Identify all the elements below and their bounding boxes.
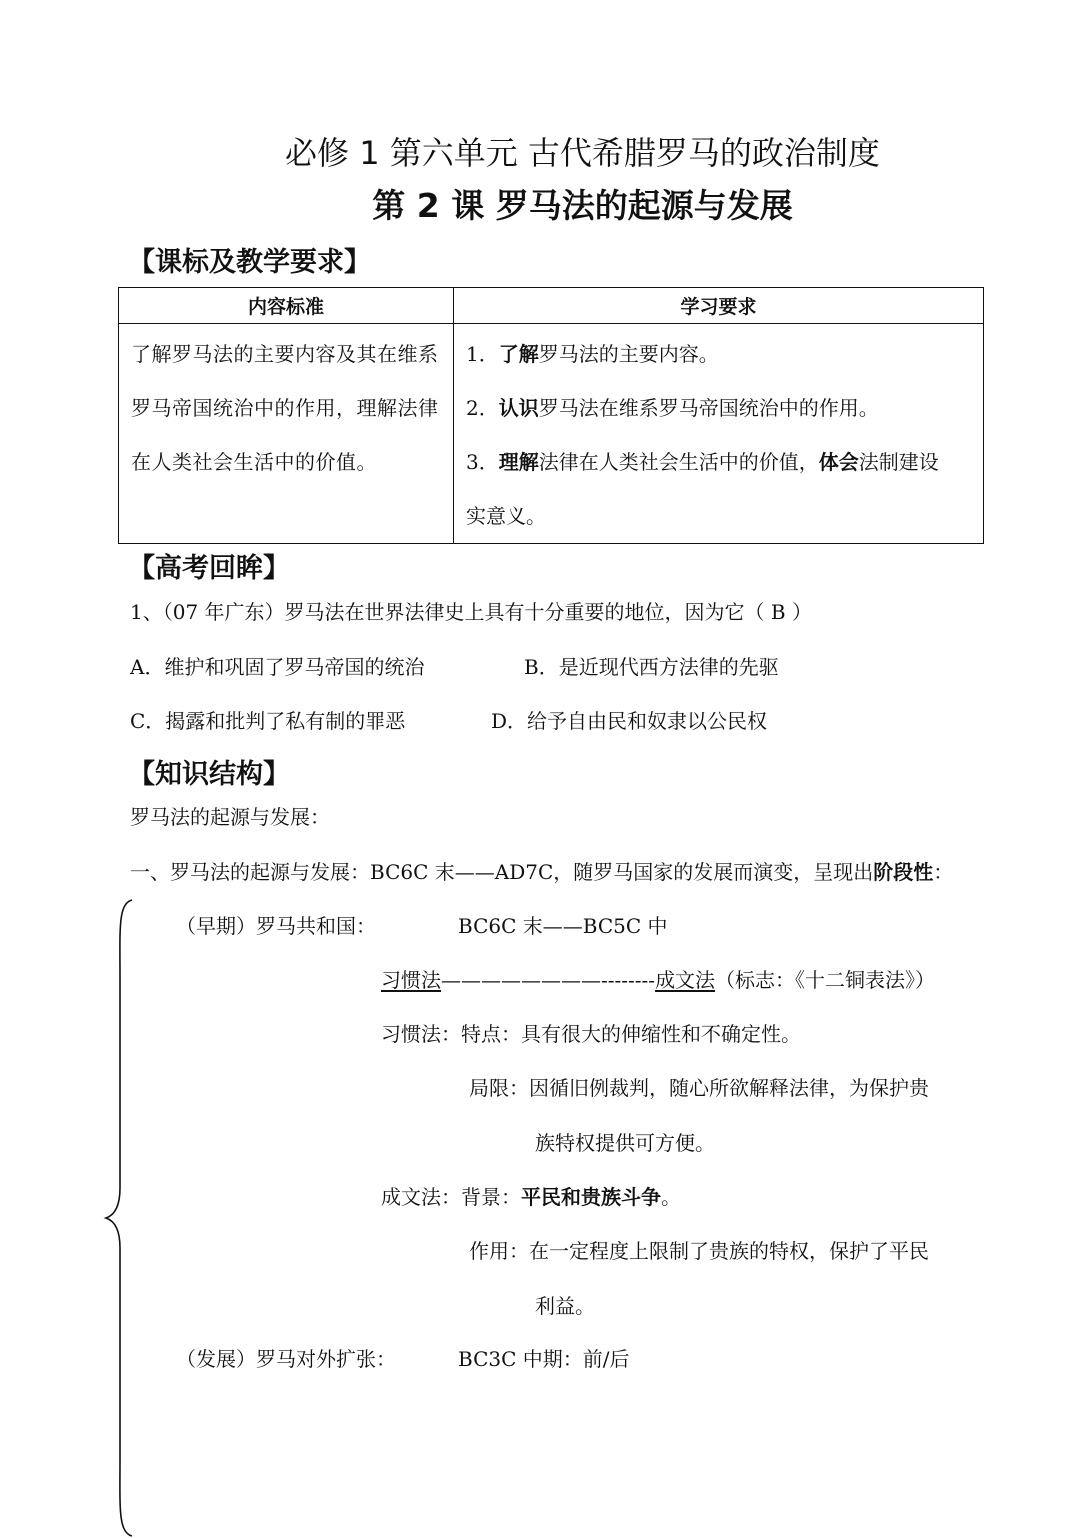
curly-brace-icon xyxy=(100,898,140,1538)
learning-requirements-cell xyxy=(454,324,984,544)
section-heading-standards: 【课标及教学要求】 xyxy=(128,247,371,278)
early-period-label: （早期）罗马共和国： xyxy=(176,914,376,938)
custom-law-limit-cont: 族特权提供可方便。 xyxy=(535,1131,715,1155)
doc-title: 必修 1 第六单元 古代希腊罗马的政治制度 xyxy=(285,134,880,172)
exam-question: 1、（07 年广东）罗马法在世界法律史上具有十分重要的地位，因为它（ B ） xyxy=(130,600,812,624)
written-law-background: 成文法：背景：平民和贵族斗争。 xyxy=(381,1185,681,1209)
content-standard-cell xyxy=(119,324,454,544)
requirement-item-2: 2．认识罗马法在维系罗马帝国统治中的作用。 xyxy=(466,396,879,420)
development-period-time: BC3C 中期：前/后 xyxy=(458,1347,630,1371)
content-standard-text: 了解罗马法的主要内容及其在维系罗马帝国统治中的作用，理解法律在人类社会生活中的价值。 xyxy=(131,342,439,474)
requirement-item-1: 1．了解罗马法的主要内容。 xyxy=(466,342,719,366)
table-row xyxy=(119,324,984,544)
header-learning-requirements: 学习要求 xyxy=(454,288,984,324)
option-a: A．维护和巩固了罗马帝国的统治 xyxy=(130,655,425,679)
requirement-item-3: 3．理解法律在人类社会生活中的价值，体会法制建设 xyxy=(466,450,939,474)
requirement-item-3-cont: 实意义。 xyxy=(466,504,546,528)
option-c: C．揭露和批判了私有制的罪恶 xyxy=(130,709,406,733)
development-period-label: （发展）罗马对外扩张： xyxy=(176,1347,396,1371)
point-one: 一、罗马法的起源与发展：BC6C 末——AD7C，随罗马国家的发展而演变，呈现出阶段性： xyxy=(130,860,954,884)
written-law-effect: 作用：在一定程度上限制了贵族的特权，保护了平民 xyxy=(469,1239,929,1263)
requirements-table xyxy=(118,287,984,544)
header-content-standard: 内容标准 xyxy=(119,288,454,324)
section-heading-knowledge-structure: 【知识结构】 xyxy=(128,759,290,790)
option-d: D．给予自由民和奴隶以公民权 xyxy=(491,709,768,733)
early-period-time: BC6C 末——BC5C 中 xyxy=(458,914,668,938)
custom-law-feature: 习惯法：特点：具有很大的伸缩性和不确定性。 xyxy=(381,1022,801,1046)
written-law-effect-cont: 利益。 xyxy=(535,1294,595,1318)
custom-law-limit: 局限：因循旧例裁判，随心所欲解释法律，为保护贵 xyxy=(469,1076,929,1100)
lesson-title: 第 2 课 罗马法的起源与发展 xyxy=(372,186,793,225)
option-b: B．是近现代西方法律的先驱 xyxy=(524,655,779,679)
table-header-row xyxy=(119,288,984,324)
section-heading-exam-review: 【高考回眸】 xyxy=(128,553,290,584)
law-transition: 习惯法————————--------成文法（标志：《十二铜表法》） xyxy=(381,968,936,992)
structure-intro: 罗马法的起源与发展： xyxy=(130,805,330,829)
